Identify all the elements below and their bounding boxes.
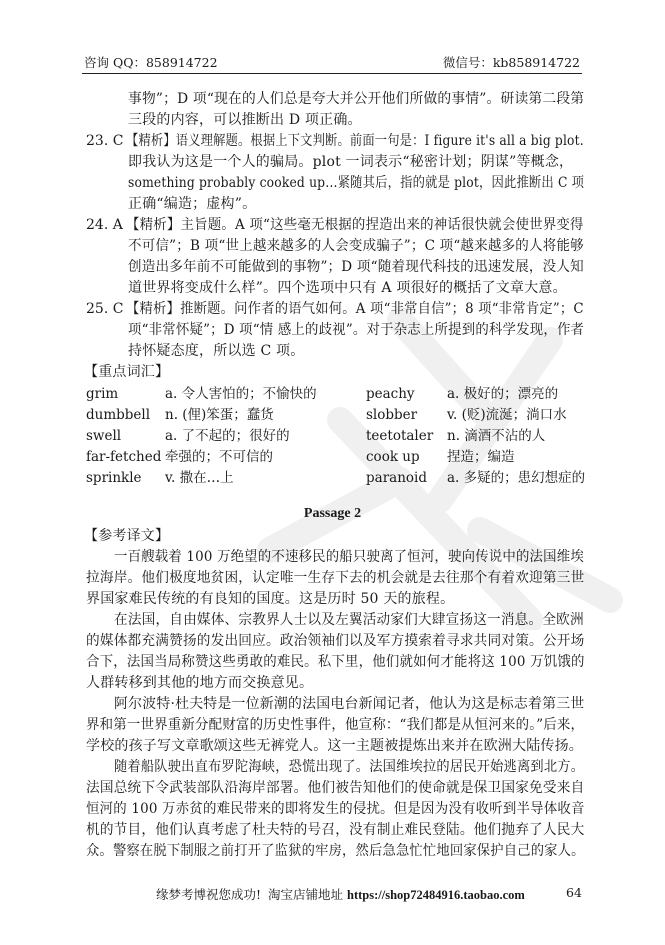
vocab-meaning: n. (俚)笨蛋；蠢货: [165, 407, 274, 423]
vocab-meaning: a. 极好的；漂亮的: [447, 386, 559, 402]
vocab-meaning: a. 了不起的；很好的: [165, 428, 290, 444]
text-line: 不可信”；B 项“世上越来越多的人会变成骗子”；C 项“越来越多的人将能够: [128, 238, 584, 254]
text-line: something probably cooked up…紧随其后，指的就是 plot，因此推断出 C 项: [128, 175, 585, 191]
paragraph-line: 学校的孩子写文章歌颂这些无裤党人。这一主题被提炼出来并在欧洲大陆传扬。: [86, 738, 583, 754]
vocab-meaning: a. 多疑的；患幻想症的: [447, 470, 586, 486]
passage-title: Passage 2: [303, 506, 362, 521]
vocab-meaning: v. 撒在…上: [165, 470, 234, 486]
paragraph-line: 众。警察在脱下制服之前打开了监狱的牢房，然后急急忙忙地回家保护自己的家人。: [86, 843, 585, 859]
vocab-word: sprinkle: [86, 470, 142, 486]
text-line: 持怀疑态度，所以选 C 项。: [128, 343, 305, 359]
text-line: 【精析】语义理解题。根据上下文判断。前面一句是：I figure it's all a big plot.: [126, 133, 584, 149]
paragraph-line: 界和第一世界重新分配财富的历史性事件，他宣称：“我们都是从恒河来的。”后来，: [86, 717, 585, 733]
text-line: 道世界将变成什么样”。四个选项中只有 A 项很好的概括了文章大意。: [128, 280, 567, 296]
paragraph-line: 随着船队驶出直布罗陀海峡，恐慌出现了。法国维埃拉的居民开始逃离到北方。: [114, 759, 585, 775]
header-qq: 咨询 QQ：858914722: [84, 55, 218, 70]
answer-number: 23. C: [86, 133, 124, 149]
vocab-word: grim: [86, 386, 119, 402]
paragraph-line: 阿尔波特·杜夫特是一位新潮的法国电台新闻记者，他认为这是标志着第三世: [114, 696, 585, 712]
text-line: 事物”；D 项“现在的人们总是夸大并公开他们所做的事情”。研读第二段第: [128, 91, 585, 107]
answer-number: 25. C: [86, 301, 124, 317]
vocab-word: dumbbell: [86, 407, 151, 423]
vocab-meaning: 捏造；编造: [447, 449, 515, 465]
answer-number: 24. A: [86, 217, 123, 233]
footer-slogan: 缘梦考博祝您成功!: [156, 887, 262, 902]
paragraph-line: 法国总统下令武装部队沿海岸部署。他们被告知他们的使命就是保卫国家免受来自: [86, 780, 585, 796]
header-divider: [82, 73, 582, 74]
text-line: 项“非常怀疑”；D 项“情 感上的歧视”。对于杂志上所提到的科学发现，作者: [128, 322, 585, 338]
vocab-meaning: a. 令人害怕的；不愉快的: [165, 386, 317, 402]
vocab-word: cook up: [366, 449, 420, 465]
paragraph-line: 恒河的 100 万赤贫的难民带来的即将发生的侵扰。但是因为没有收听到半导体收音: [86, 801, 585, 817]
header-wechat: 微信号：kb858914722: [442, 55, 580, 70]
text-line: 【精析】主旨题。A 项“这些毫无根据的捏造出来的神话很快就会使世界变得: [126, 217, 584, 233]
paragraph-line: 一百艘载着 100 万绝望的不速移民的船只驶离了恒河，驶向传说中的法国维埃: [114, 549, 584, 565]
footer-shop-label: 淘宝店铺地址: [268, 887, 344, 902]
footer-shop: [268, 885, 525, 903]
vocab-word: swell: [86, 428, 122, 444]
page-number: 64: [566, 885, 582, 900]
paragraph-line: 在法国，自由媒体、宗教界人士以及左翼活动家们大肆宣扬这一消息。全欧洲: [114, 612, 584, 628]
vocab-meaning: 牵强的；不可信的: [165, 449, 273, 465]
paragraph-line: 合下，法国当局称赞这些勇敢的难民。私下里，他们就如何才能将这 100 万饥饿的: [86, 654, 585, 670]
vocab-word: teetotaler: [366, 428, 434, 444]
vocab-word: paranoid: [366, 470, 427, 486]
paragraph-line: 机的节目，他们认真考虑了杜夫特的号召，没有制止难民登陆。他们抛弃了人民大: [86, 822, 585, 838]
paragraph-line: 界国家难民传统的有良知的国度。这是历时 50 天的旅程。: [86, 591, 455, 607]
translation-heading: 【参考译文】: [84, 528, 170, 544]
paragraph-line: 人群转移到其他的地方而交换意见。: [86, 675, 314, 691]
text-line: 三段的内容，可以推断出 D 项正确。: [128, 112, 362, 128]
vocab-word: peachy: [366, 386, 415, 402]
paragraph-line: 的媒体都充满赞扬的发出回应。政治领袖们以及军方摸索着寻求共同对策。公开场: [86, 633, 585, 649]
vocab-word: slobber: [366, 407, 418, 423]
text-line: 即我认为这是一个人的骗局。plot 一词表示“秘密计划；阴谋”等概念，: [128, 154, 574, 170]
vocab-word: far-fetched: [86, 449, 162, 465]
text-line: 【精析】推断题。问作者的语气如何。A 项“非常自信”；8 项“非常肯定”；C: [126, 301, 584, 317]
text-line: 创造出多年前不可能做到的事物”；D 项“随着现代科技的迅速发展，没人知: [128, 259, 584, 275]
vocab-meaning: n. 滴酒不沾的人: [447, 428, 546, 444]
page-header: [84, 53, 580, 73]
paragraph-line: 拉海岸。他们极度地贫困，认定唯一生存下去的机会就是去往那个有着欢迎第三世: [86, 570, 585, 586]
text-line: 正确“编造；虚构”。: [128, 196, 257, 212]
vocab-meaning: v. (贬)流涎；淌口水: [447, 407, 567, 423]
vocab-heading: 【重点词汇】: [84, 364, 170, 380]
footer-shop-url[interactable]: https://shop72484916.taobao.com: [347, 888, 525, 902]
